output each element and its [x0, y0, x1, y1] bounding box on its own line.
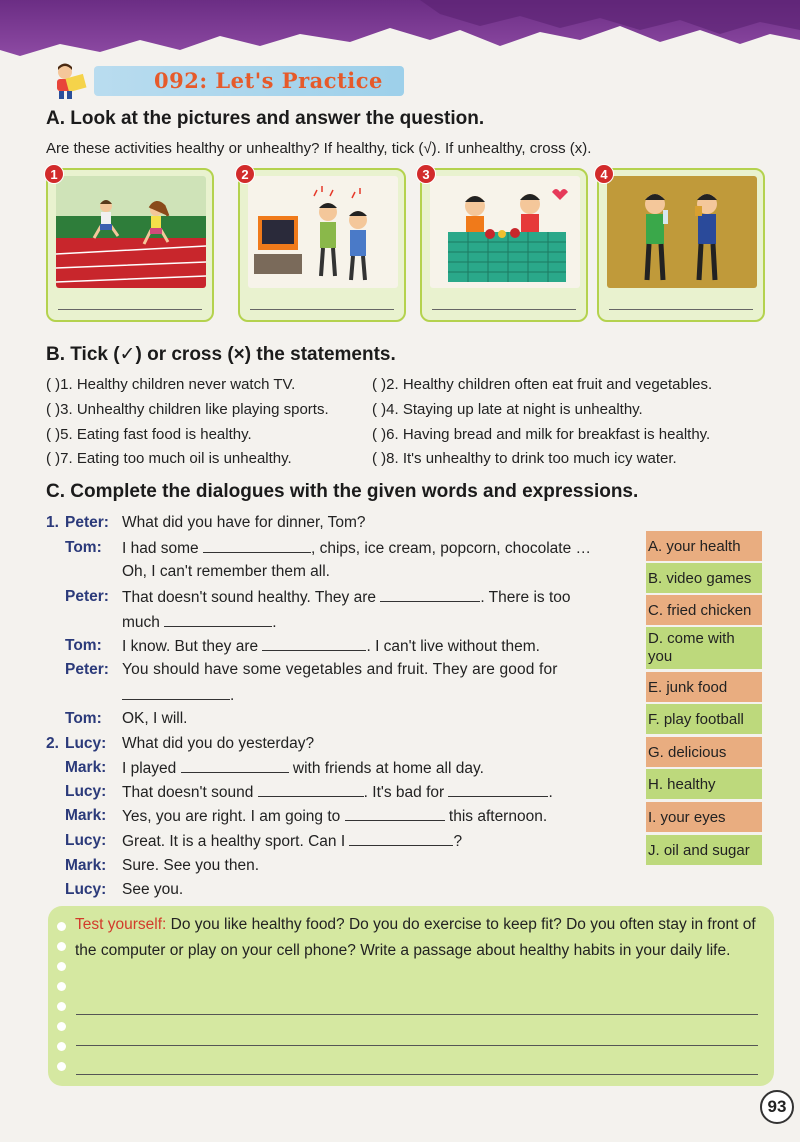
dialogue-line [122, 539, 591, 558]
dialogue-text: ? [453, 833, 463, 850]
dialogue-2-number: 2. [46, 735, 59, 752]
speaker-mark: Mark: [65, 807, 107, 824]
picture-number-4: 4 [594, 164, 614, 184]
section-c-heading: C. Complete the dialogues with the given words and expressions. [46, 481, 639, 502]
picture-card-4 [597, 168, 765, 322]
speaker-lucy: Lucy: [65, 735, 107, 752]
word-bank-item-b: B. video games [646, 563, 762, 593]
speaker-mark: Mark: [65, 759, 107, 776]
answer-line-3[interactable] [432, 309, 576, 310]
running-kids-illustration [56, 176, 206, 288]
drinking-kids-illustration [607, 176, 757, 288]
word-bank-item-h: H. healthy [646, 769, 762, 799]
dialogue-text: That doesn't sound [122, 784, 254, 801]
answer-blank[interactable] [203, 539, 311, 553]
word-bank-item-e: E. junk food [646, 672, 762, 702]
dialogue-line [122, 613, 277, 632]
dialogue-text: Yes, you are right. I am going to [122, 808, 341, 825]
dialogue-text: . There is too [480, 589, 571, 606]
test-yourself-text: Do you like healthy food? Do you do exercise to keep fit? Do you often stay in front of the computer or play on your cell phone? Write a passage about healthy habits in your daily life. [75, 916, 756, 959]
statement-8[interactable]: ( )8. It's unhealthy to drink too much icy water. [372, 450, 677, 467]
speaker-tom: Tom: [65, 710, 102, 727]
answer-blank[interactable] [122, 686, 230, 700]
answer-blank[interactable] [345, 807, 445, 821]
eating-kids-illustration [430, 176, 580, 288]
speaker-tom: Tom: [65, 539, 102, 556]
dialogue-text: with friends at home all day. [292, 760, 484, 777]
statement-7[interactable]: ( )7. Eating too much oil is unhealthy. [46, 450, 292, 467]
dialogue-text: Great. It is a healthy sport. Can I [122, 833, 346, 850]
binder-dot [57, 1002, 66, 1011]
binder-dot [57, 922, 66, 931]
statement-1[interactable]: ( )1. Healthy children never watch TV. [46, 376, 296, 393]
writing-line-1[interactable] [76, 1014, 758, 1015]
dialogue-line [122, 588, 571, 607]
answer-line-4[interactable] [609, 309, 753, 310]
dialogue-line [122, 832, 462, 851]
dialogue-line: Oh, I can't remember them all. [122, 563, 330, 580]
binder-dot [57, 1022, 66, 1031]
speaker-peter: Peter: [65, 514, 109, 531]
dialogue-line: What did you do yesterday? [122, 735, 315, 752]
picture-card-1 [46, 168, 214, 322]
word-bank-item-c: C. fried chicken [646, 595, 762, 625]
answer-blank[interactable] [164, 613, 272, 627]
dialogue-text: . [548, 784, 553, 801]
dialogue-text: That doesn't sound healthy. They are [122, 589, 376, 606]
test-yourself-label: Test yourself: [75, 916, 167, 933]
word-bank-item-f: F. play football [646, 704, 762, 734]
dialogue-text: . I can't live without them. [366, 638, 540, 655]
answer-blank[interactable] [380, 588, 480, 602]
speaker-lucy: Lucy: [65, 832, 107, 849]
answer-blank[interactable] [181, 759, 289, 773]
dialogue-line [122, 686, 234, 705]
dialogue-line [122, 783, 553, 802]
dialogue-line: You should have some vegetables and fruit. They are good for [122, 661, 558, 678]
dialogue-line [122, 807, 547, 826]
dialogue-line: Sure. See you then. [122, 857, 260, 874]
binder-dot [57, 982, 66, 991]
binder-dot [57, 1062, 66, 1071]
dialogue-text: I know. But they are [122, 638, 259, 655]
statement-5[interactable]: ( )5. Eating fast food is healthy. [46, 426, 252, 443]
answer-blank[interactable] [262, 637, 366, 651]
speaker-lucy: Lucy: [65, 881, 107, 898]
speaker-peter: Peter: [65, 661, 109, 678]
dialogue-line [122, 637, 540, 656]
statement-4[interactable]: ( )4. Staying up late at night is unhealthy. [372, 401, 643, 418]
top-decorative-band [0, 0, 800, 70]
statement-3[interactable]: ( )3. Unhealthy children like playing sports. [46, 401, 329, 418]
word-bank-item-g: G. delicious [646, 737, 762, 767]
dialogue-text: this afternoon. [448, 808, 548, 825]
page-number: 93 [760, 1090, 794, 1124]
video-game-kids-illustration [248, 176, 398, 288]
word-bank-item-d: D. come with you [646, 627, 762, 669]
picture-number-1: 1 [44, 164, 64, 184]
dialogue-line [122, 759, 484, 778]
reading-child-icon [45, 62, 91, 100]
answer-line-1[interactable] [58, 309, 202, 310]
statement-6[interactable]: ( )6. Having bread and milk for breakfast is healthy. [372, 426, 711, 443]
answer-blank[interactable] [448, 783, 548, 797]
speaker-peter: Peter: [65, 588, 109, 605]
speaker-mark: Mark: [65, 857, 107, 874]
writing-line-3[interactable] [76, 1074, 758, 1075]
statement-2[interactable]: ( )2. Healthy children often eat fruit and vegetables. [372, 376, 713, 393]
picture-card-3 [420, 168, 588, 322]
title-banner: 092: Let's Practice [94, 66, 404, 96]
writing-line-2[interactable] [76, 1045, 758, 1046]
picture-number-2: 2 [235, 164, 255, 184]
speaker-tom: Tom: [65, 637, 102, 654]
binder-dot [57, 1042, 66, 1051]
dialogue-text: I had some [122, 540, 199, 557]
dialogue-text: I played [122, 760, 177, 777]
section-b-heading: B. Tick (✓) or cross (×) the statements. [46, 344, 396, 365]
section-a-heading: A. Look at the pictures and answer the question. [46, 108, 485, 129]
dialogue-line: What did you have for dinner, Tom? [122, 514, 366, 531]
answer-blank[interactable] [349, 832, 453, 846]
word-bank-item-a: A. your health [646, 531, 762, 561]
word-bank-item-i: I. your eyes [646, 802, 762, 832]
picture-number-3: 3 [416, 164, 436, 184]
dialogue-text: . [230, 687, 235, 704]
word-bank-item-j: J. oil and sugar [646, 835, 762, 865]
speaker-lucy: Lucy: [65, 783, 107, 800]
dialogue-text: . [272, 614, 277, 631]
dialogue-text: , chips, ice cream, popcorn, chocolate … [311, 540, 591, 557]
section-a-instruction: Are these activities healthy or unhealthy? If healthy, tick (√). If unhealthy, cross (x). [46, 140, 592, 157]
dialogue-text: . It's bad for [363, 784, 445, 801]
answer-line-2[interactable] [250, 309, 394, 310]
answer-blank[interactable] [258, 783, 364, 797]
test-yourself-prompt [75, 912, 765, 964]
binder-dot [57, 962, 66, 971]
picture-card-2 [238, 168, 406, 322]
binder-dot [57, 942, 66, 951]
dialogue-1-number: 1. [46, 514, 59, 531]
dialogue-text: much [122, 614, 160, 631]
dialogue-line: OK, I will. [122, 710, 188, 727]
dialogue-line: See you. [122, 881, 184, 898]
